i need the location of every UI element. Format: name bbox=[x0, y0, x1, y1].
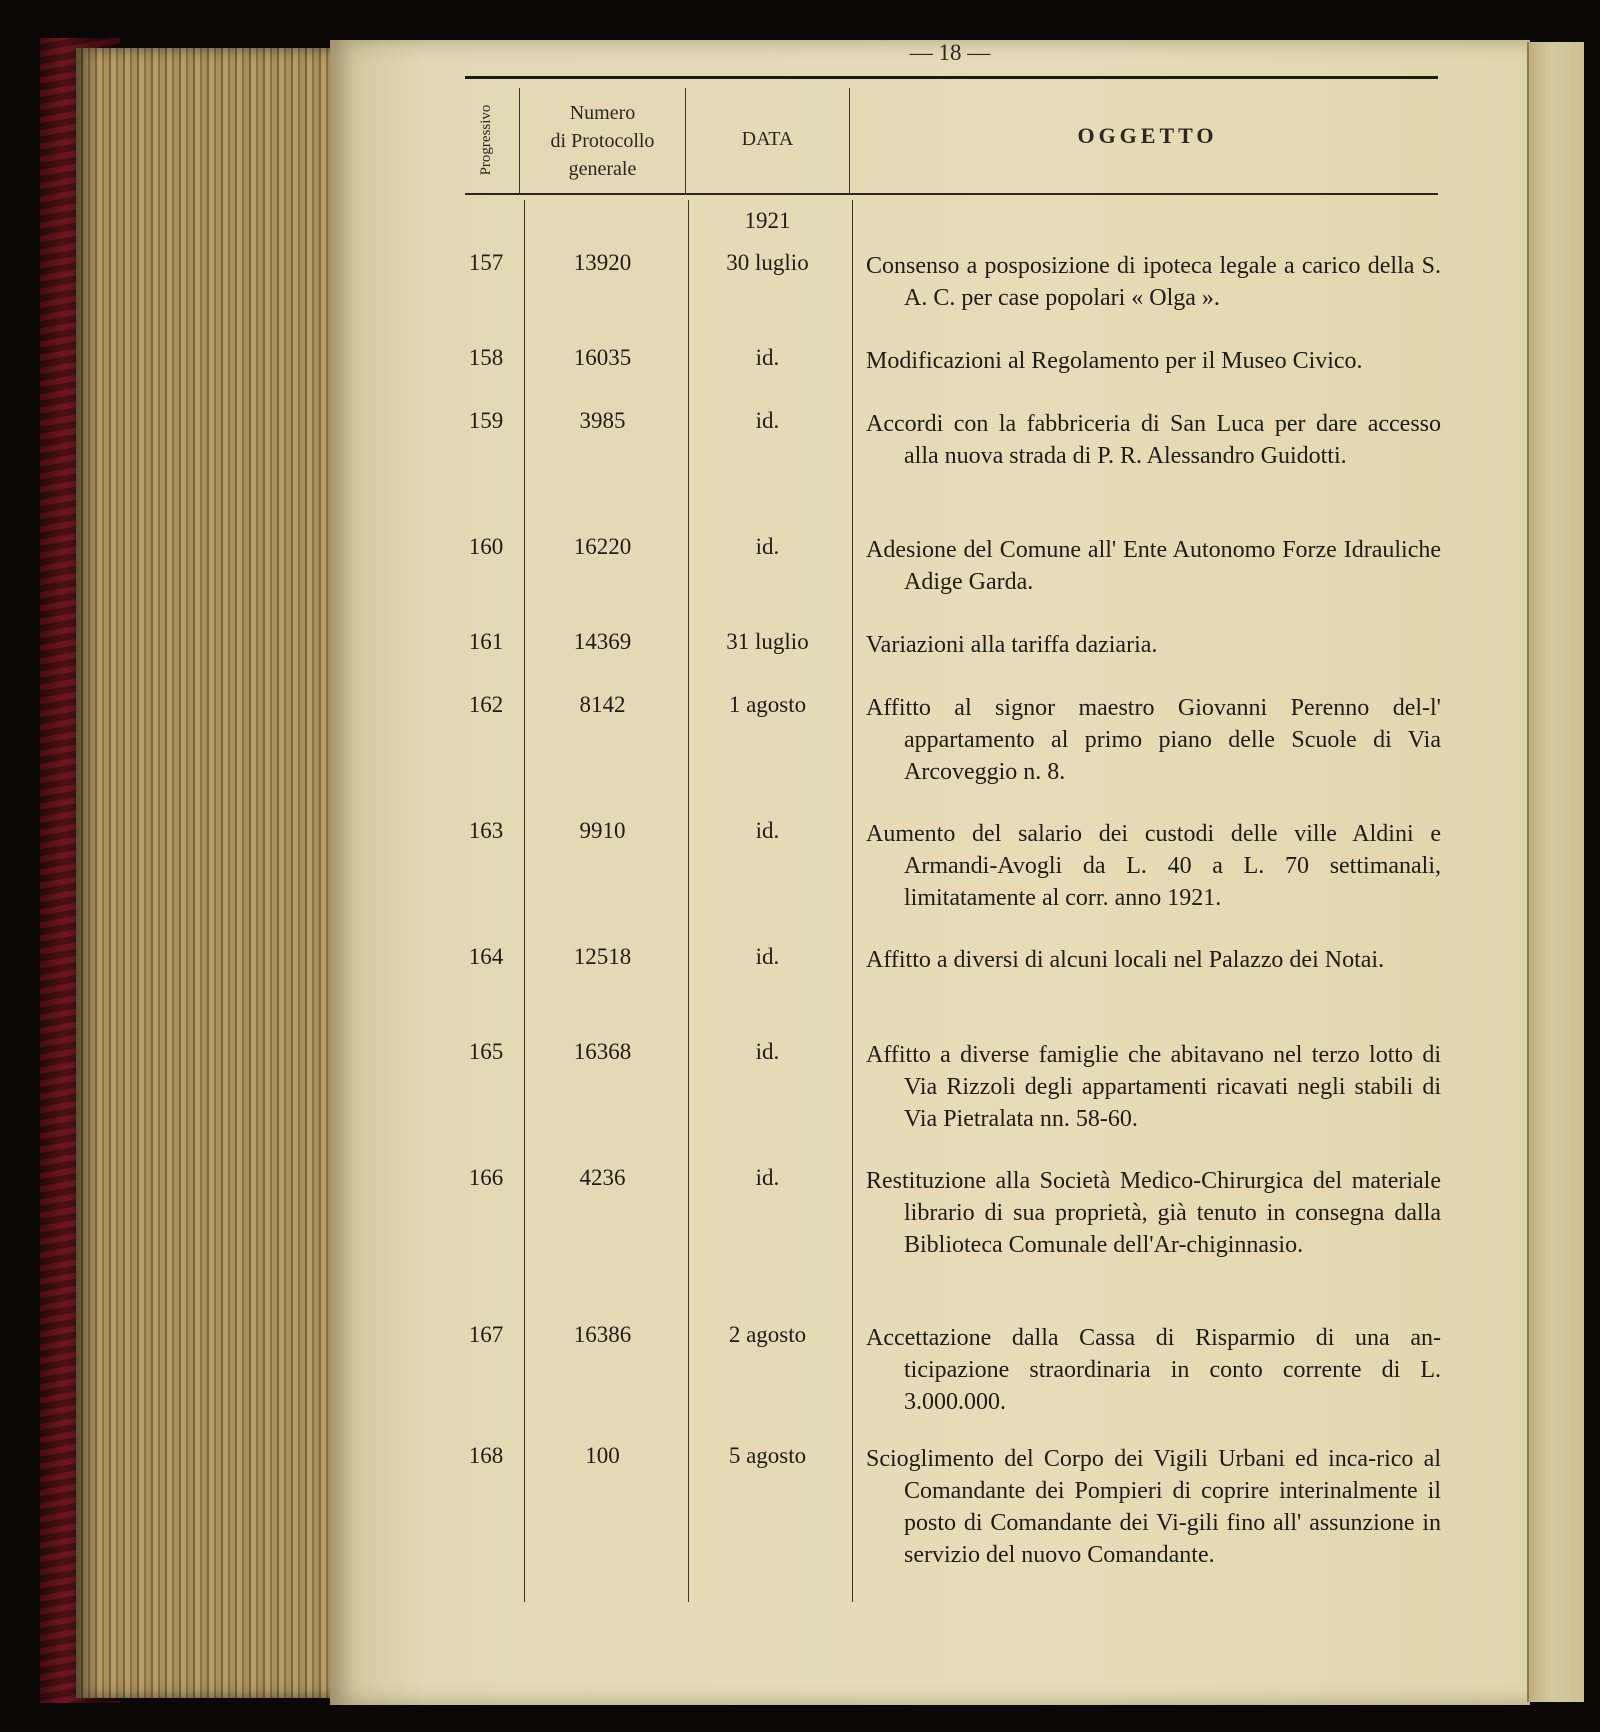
header-numero-line: generale bbox=[568, 158, 637, 180]
row-progressivo: 161 bbox=[468, 629, 504, 654]
row-protocollo: 9910 bbox=[579, 818, 626, 843]
row-oggetto: Affitto al signor maestro Giovanni Perenno del-l' appartamento al primo piano delle Scuole di Via Arcoveggio n. 8. bbox=[866, 695, 1441, 785]
row-data: id. bbox=[755, 345, 780, 370]
row-data: id. bbox=[755, 534, 780, 559]
row-oggetto: Accordi con la fabbriceria di San Luca per dare accesso alla nuova strada di P. R. Alessandro Guidotti. bbox=[866, 411, 1441, 469]
row-progressivo: 164 bbox=[468, 944, 504, 969]
table-header-rule bbox=[465, 193, 1438, 195]
table-top-rule bbox=[465, 76, 1438, 79]
row-progressivo: 163 bbox=[468, 818, 504, 843]
row-data: 5 agosto bbox=[728, 1443, 807, 1468]
row-data: 2 agosto bbox=[728, 1322, 807, 1347]
row-data: id. bbox=[755, 944, 780, 969]
row-protocollo: 4236 bbox=[579, 1165, 626, 1190]
row-progressivo: 166 bbox=[468, 1165, 504, 1190]
row-progressivo: 159 bbox=[468, 408, 504, 433]
row-data: id. bbox=[755, 1165, 780, 1190]
row-data: 1 agosto bbox=[728, 692, 807, 717]
row-protocollo: 16035 bbox=[573, 345, 632, 370]
row-data: id. bbox=[755, 408, 780, 433]
header-numero-line: Numero bbox=[569, 102, 636, 124]
header-numero-line: di Protocollo bbox=[550, 130, 655, 152]
column-divider bbox=[849, 88, 850, 193]
page-number: — 18 — bbox=[909, 40, 991, 65]
row-oggetto: Restituzione alla Società Medico-Chirurgica del materiale librario di sua proprietà, già tenuto in consegna dalla Biblioteca Comunale dell'Ar-chiginnasio. bbox=[866, 1168, 1441, 1258]
row-oggetto: Scioglimento del Corpo dei Vigili Urbani ed inca-rico al Comandante dei Pompieri di coprire interinalmente il posto di Comandante dei Vi-gili fino all' assunzione in servizio del nuovo Comandante. bbox=[866, 1446, 1441, 1568]
row-data: 30 luglio bbox=[726, 250, 809, 275]
row-protocollo: 100 bbox=[585, 1443, 620, 1468]
row-progressivo: 158 bbox=[468, 345, 504, 370]
row-protocollo: 16220 bbox=[573, 534, 632, 559]
row-progressivo: 167 bbox=[468, 1322, 504, 1347]
facing-page-edge bbox=[1527, 42, 1584, 1702]
column-divider bbox=[519, 88, 520, 193]
row-protocollo: 12518 bbox=[573, 944, 632, 969]
row-protocollo: 16368 bbox=[573, 1039, 632, 1064]
row-protocollo: 3985 bbox=[579, 408, 626, 433]
header-oggetto: OGGETTO bbox=[1077, 123, 1218, 148]
row-oggetto: Modificazioni al Regolamento per il Museo Civico. bbox=[866, 348, 1363, 374]
column-divider bbox=[852, 200, 853, 1602]
header-numero bbox=[525, 99, 680, 183]
column-divider bbox=[688, 200, 689, 1602]
row-oggetto: Aumento del salario dei custodi delle ville Aldini e Armandi-Avogli da L. 40 a L. 70 settimanali, limitatamente al corr. anno 1921. bbox=[866, 821, 1441, 911]
row-oggetto: Consenso a posposizione di ipoteca legale a carico della S. A. C. per case popolari « Olga ». bbox=[866, 253, 1441, 311]
row-oggetto: Affitto a diverse famiglie che abitavano nel terzo lotto di Via Rizzoli degli appartamenti ricavati negli stabili di Via Pietralata nn. 58-60. bbox=[866, 1042, 1441, 1132]
row-data: id. bbox=[755, 1039, 780, 1064]
row-data: 31 luglio bbox=[726, 629, 809, 654]
row-progressivo: 160 bbox=[468, 534, 504, 559]
row-protocollo: 14369 bbox=[573, 629, 632, 654]
row-progressivo: 168 bbox=[468, 1443, 504, 1468]
row-data: id. bbox=[755, 818, 780, 843]
column-divider bbox=[685, 88, 686, 193]
page-edges bbox=[76, 48, 331, 1698]
year-label: 1921 bbox=[744, 208, 791, 233]
header-data: DATA bbox=[741, 128, 794, 150]
row-protocollo: 8142 bbox=[579, 692, 626, 717]
row-oggetto: Affitto a diversi di alcuni locali nel Palazzo dei Notai. bbox=[866, 947, 1385, 973]
row-protocollo: 16386 bbox=[573, 1322, 632, 1347]
row-oggetto: Adesione del Comune all' Ente Autonomo Forze Idrauliche Adige Garda. bbox=[866, 537, 1441, 595]
row-progressivo: 157 bbox=[468, 250, 504, 275]
row-oggetto: Accettazione dalla Cassa di Risparmio di una an-ticipazione straordinaria in conto corrente di L. 3.000.000. bbox=[866, 1325, 1441, 1415]
row-progressivo: 165 bbox=[468, 1039, 504, 1064]
row-progressivo: 162 bbox=[468, 692, 504, 717]
row-protocollo: 13920 bbox=[573, 250, 632, 275]
row-oggetto: Variazioni alla tariffa daziaria. bbox=[866, 632, 1158, 658]
header-progressivo: Progressivo bbox=[478, 104, 494, 176]
